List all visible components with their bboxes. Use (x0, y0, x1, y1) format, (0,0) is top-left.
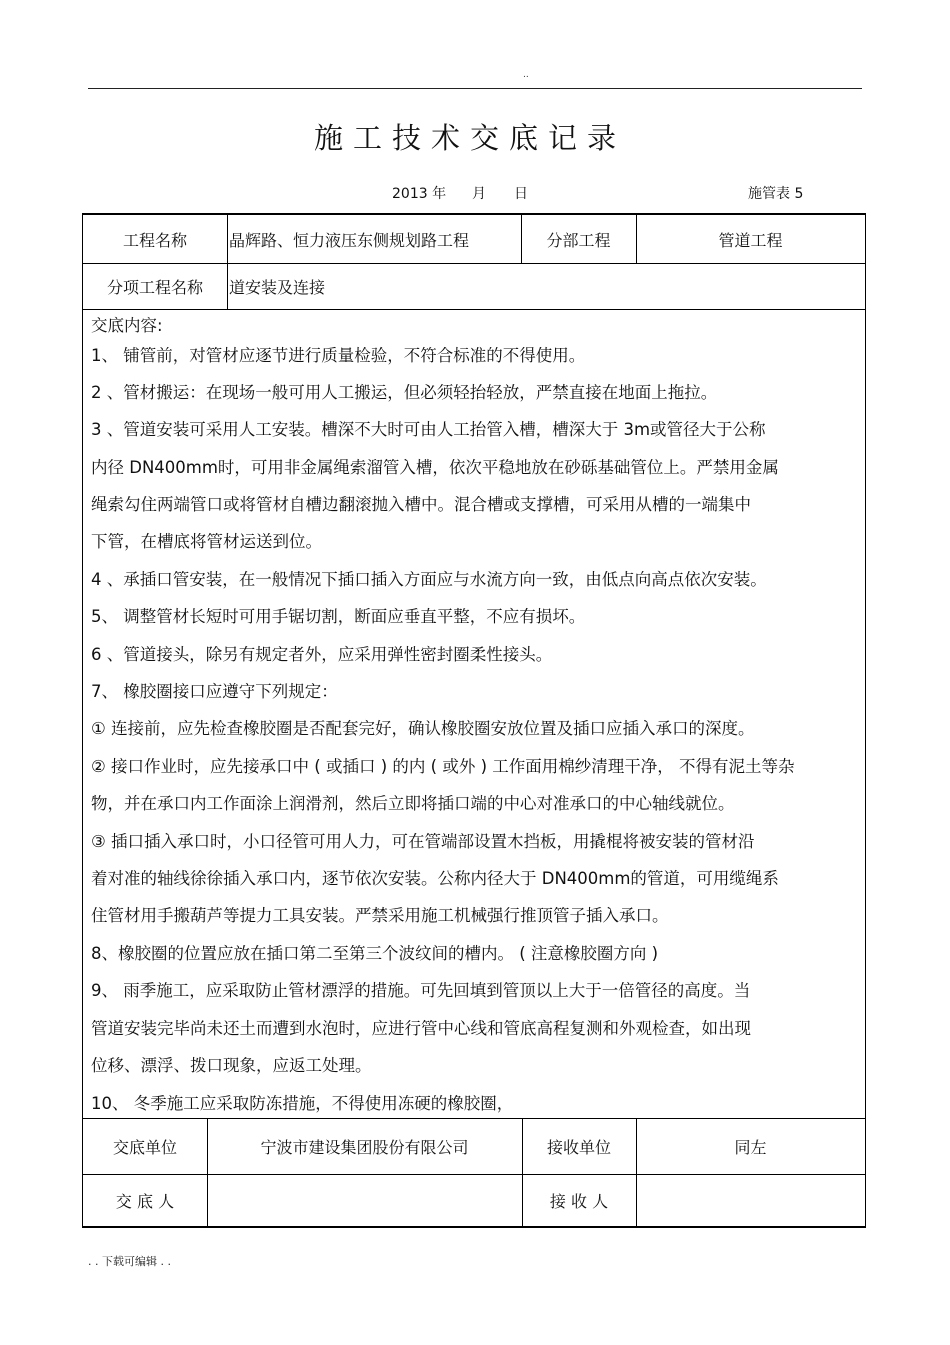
content-line: 住管材用手搬葫芦等提力工具安装。严禁采用施工机械强行推顶管子插入承口。 (91, 906, 669, 925)
content-line: 8、橡胶圈的位置应放在插口第二至第三个波纹间的槽内。 ( 注意橡胶圈方向 ) (91, 944, 659, 963)
content-line: 6 、管道接头，除另有规定者外，应采用弹性密封圈柔性接头。 (91, 645, 553, 664)
content-line: ② 接口作业时，应先接承口中 ( 或插口 ) 的内 ( 或外 ) 工作面用棉纱清理干净， 不得有泥土等杂 (91, 757, 795, 776)
header-mark: .. (523, 70, 529, 80)
content-line: 5、 调整管材长短时可用手锯切割，断面应垂直平整，不应有损坏。 (91, 607, 586, 626)
content-line: 3 、管道安装可采用人工安装。槽深不大时可由人工抬管入槽，槽深大于 3m或管径大于公称 (91, 420, 766, 439)
receiver-person-label: 接 收 人 (549, 1192, 609, 1211)
form-number: 施管表 5 (748, 186, 804, 202)
date-month: 月 (472, 186, 486, 202)
issuer-person-field (207, 1174, 522, 1227)
content-line: 7、 橡胶圈接口应遵守下列规定： (91, 682, 338, 701)
content-line: 下管，在槽底将管材运送到位。 (91, 532, 322, 551)
receiver-unit-value: 同左 (734, 1138, 767, 1157)
content-heading: 交底内容: (91, 316, 163, 335)
content-line: 位移、漂浮、拨口现象，应返工处理。 (91, 1056, 372, 1075)
project-name-value: 晶辉路、恒力液压东侧规划路工程 (229, 230, 470, 250)
division-value: 管道工程 (718, 230, 783, 250)
issuer-unit-value: 宁波市建设集团股份有限公司 (260, 1138, 469, 1157)
signature-table (82, 1118, 866, 1228)
receiver-person-field (636, 1174, 865, 1227)
content-line: 2 、管材搬运：在现场一般可用人工搬运，但必须轻抬轻放，严禁直接在地面上拖拉。 (91, 383, 718, 402)
subitem-label: 分项工程名称 (106, 277, 203, 297)
receiver-unit-label: 接收单位 (546, 1138, 611, 1157)
page-title: 施工技术交底记录 (313, 121, 626, 155)
content-line: 10、 冬季施工应采取防冻措施，不得使用冻硬的橡胶圈， (91, 1094, 514, 1113)
project-name-label: 工程名称 (122, 230, 187, 250)
content-line: ③ 插口插入承口时，小口径管可用人力，可在管端部设置木挡板，用撬棍将被安装的管材沿 (91, 832, 755, 851)
content-line: 管道安装完毕尚未还土而遭到水泡时，应进行管中心线和管底高程复测和外观检查，如出现 (91, 1019, 751, 1038)
date-day: 日 (514, 186, 528, 202)
date-year: 2013 年 (392, 186, 447, 202)
issuer-person-label: 交 底 人 (115, 1192, 175, 1211)
content-line: 9、 雨季施工，应采取防止管材漂浮的措施。可先回填到管顶以上大于一倍管径的高度。当 (91, 981, 751, 1000)
disclosure-content (82, 308, 866, 1118)
content-line: 着对准的轴线徐徐插入承口内，逐节依次安装。公称内径大于 DN400mm的管道，可用缆绳系 (91, 869, 779, 888)
content-line: 4 、承插口管安装，在一般情况下插口插入方面应与水流方向一致，由低点向高点依次安装。 (91, 570, 767, 589)
content-line: 内径 DN400mm时，可用非金属绳索溜管入槽，依次平稳地放在砂砾基础管位上。严禁用金属 (91, 458, 779, 477)
footer-note: . . 下载可编辑 . . (88, 1255, 171, 1268)
division-label: 分部工程 (546, 230, 611, 250)
content-line: ① 连接前，应先检查橡胶圈是否配套完好，确认橡胶圈安放位置及插口应插入承口的深度。 (91, 719, 755, 738)
issuer-unit-label: 交底单位 (112, 1138, 177, 1157)
info-table (82, 213, 866, 309)
content-line: 绳索勾住两端管口或将管材自槽边翻滚抛入槽中。混合槽或支撑槽，可采用从槽的一端集中 (91, 495, 751, 514)
content-line: 物，并在承口内工作面涂上润滑剂，然后立即将插口端的中心对准承口的中心轴线就位。 (91, 794, 735, 813)
content-line: 1、 铺管前，对管材应逐节进行质量检验，不符合标准的不得使用。 (91, 346, 586, 365)
subitem-value: 道安装及连接 (229, 277, 326, 297)
header-rule (88, 88, 862, 89)
